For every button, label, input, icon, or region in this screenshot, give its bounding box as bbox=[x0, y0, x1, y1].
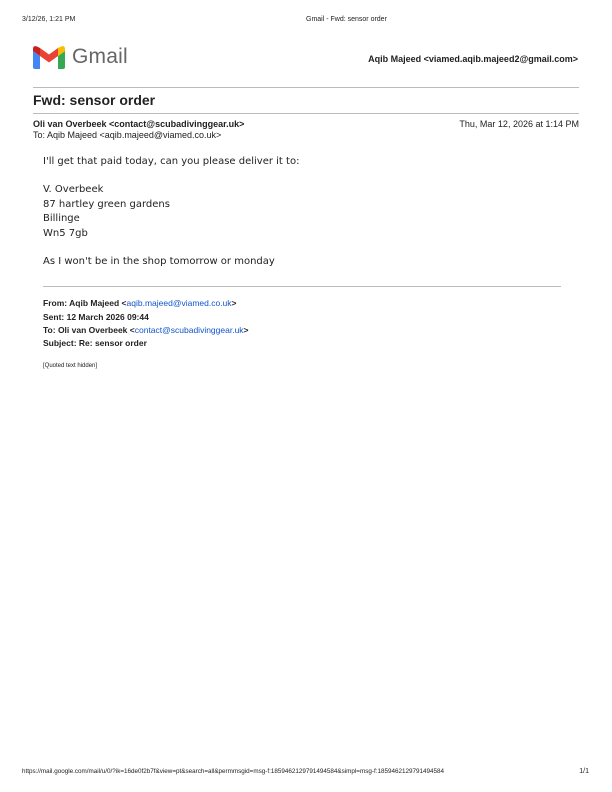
address-line-3: Billinge bbox=[43, 213, 80, 224]
print-page-number: 1/1 bbox=[579, 768, 589, 775]
forwarded-sent: Sent: 12 March 2026 09:44 bbox=[43, 312, 149, 322]
address-line-1: V. Overbeek bbox=[43, 184, 104, 195]
forwarded-from-email-link[interactable]: aqib.majeed@viamed.co.uk bbox=[126, 298, 232, 308]
quoted-text-toggle[interactable]: [Quoted text hidden] bbox=[43, 363, 98, 369]
forwarded-to-email-link[interactable]: contact@scubadivinggear.uk bbox=[134, 325, 244, 335]
address-line-2: 87 hartley green gardens bbox=[43, 199, 170, 210]
print-datetime: 3/12/26, 1:21 PM bbox=[22, 16, 76, 23]
forwarded-to: To: Oli van Overbeek <contact@scubadivinggear.uk> bbox=[43, 325, 249, 335]
body-line-1: I'll get that paid today, can you please deliver it to: bbox=[43, 156, 300, 167]
thread-subject: Fwd: sensor order bbox=[33, 92, 156, 108]
forward-divider bbox=[43, 286, 561, 287]
message-date: Thu, Mar 12, 2026 at 1:14 PM bbox=[459, 119, 579, 129]
header-divider bbox=[33, 87, 579, 88]
forwarded-subject: Subject: Re: sensor order bbox=[43, 338, 147, 348]
print-title: Gmail - Fwd: sensor order bbox=[306, 16, 387, 23]
gmail-wordmark: Gmail bbox=[72, 45, 128, 68]
forwarded-from: From: Aqib Majeed <aqib.majeed@viamed.co.uk> bbox=[43, 298, 237, 308]
message-sender: Oli van Overbeek <contact@scubadivinggear.uk> bbox=[33, 119, 245, 129]
gmail-logo-icon bbox=[33, 45, 65, 69]
account-email: Aqib Majeed <viamed.aqib.majeed2@gmail.com> bbox=[368, 54, 578, 64]
body-line-2: As I won't be in the shop tomorrow or monday bbox=[43, 256, 275, 267]
print-url: https://mail.google.com/mail/u/0/?ik=16de0f2b7f&view=pt&search=all&permmsgid=msg-f:1859462129791494584&simpl=msg-f:1859462129791494584 bbox=[22, 768, 444, 775]
message-recipients: To: Aqib Majeed <aqib.majeed@viamed.co.uk> bbox=[33, 130, 222, 140]
address-line-4: Wn5 7gb bbox=[43, 228, 88, 239]
subject-divider bbox=[33, 113, 579, 114]
